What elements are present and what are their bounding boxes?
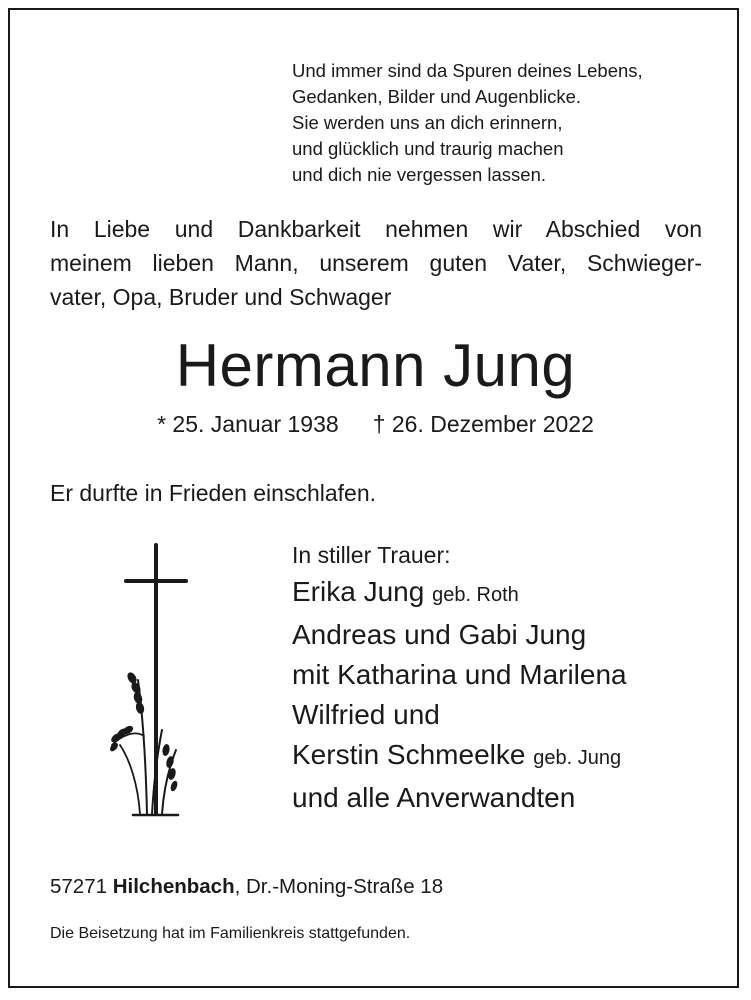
family-address xyxy=(50,872,443,902)
life-dates xyxy=(0,407,751,441)
poem-line: Gedanken, Bilder und Augenblicke. xyxy=(292,86,582,107)
death-date: † 26. Dezember 2022 xyxy=(372,411,594,437)
memorial-poem xyxy=(292,58,722,188)
mourners-block xyxy=(292,538,732,818)
mourner-line xyxy=(292,735,732,778)
intro-line: In Liebe und Dankbarkeit nehmen wir Abschied von xyxy=(50,216,702,242)
poem-line: Und immer sind da Spuren deines Lebens, xyxy=(292,60,643,81)
mourner-line: und alle Anverwandten xyxy=(292,782,576,813)
intro-line: vater, Opa, Bruder und Schwager xyxy=(50,284,392,310)
address-street: , Dr.-Moning-Straße 18 xyxy=(234,875,444,898)
address-city: Hilchenbach xyxy=(112,875,235,898)
mourner-note: geb. Roth xyxy=(432,584,519,606)
poem-line: und glücklich und traurig machen xyxy=(292,138,564,159)
cross-with-wheat-icon xyxy=(100,540,210,825)
mourner-note: geb. Jung xyxy=(533,747,622,769)
intro-line: meinem lieben Mann, unserem guten Vater, Schwieger- xyxy=(50,250,702,276)
farewell-intro xyxy=(50,212,702,314)
mourners-label: In stiller Trauer: xyxy=(292,542,451,568)
burial-note: Die Beisetzung hat im Familienkreis stattgefunden. xyxy=(50,925,411,942)
poem-line: und dich nie vergessen lassen. xyxy=(292,164,547,185)
mourner-line: mit Katharina und Marilena xyxy=(292,659,627,690)
mourner-name: Erika Jung xyxy=(292,576,425,607)
birth-date: * 25. Januar 1938 xyxy=(157,411,339,437)
mourner-name: Kerstin Schmeelke xyxy=(292,739,526,770)
address-zip: 57271 xyxy=(50,875,108,898)
poem-line: Sie werden uns an dich erinnern, xyxy=(292,112,563,133)
peace-text: Er durfte in Frieden einschlafen. xyxy=(50,480,377,506)
mourner-line: Andreas und Gabi Jung xyxy=(292,619,587,650)
mourner-line: Wilfried und xyxy=(292,699,440,730)
mourner-line xyxy=(292,572,732,615)
deceased-name: Hermann Jung xyxy=(175,332,576,399)
